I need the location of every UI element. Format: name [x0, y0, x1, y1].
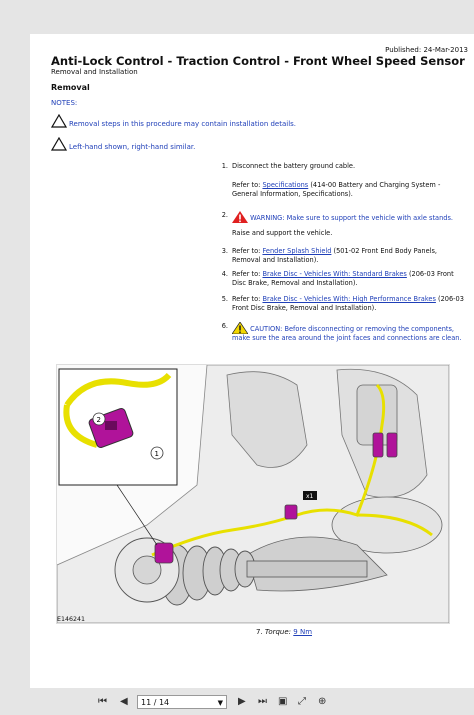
step-2-text: Raise and support the vehicle.: [232, 229, 333, 237]
warning-triangle-icon: [232, 211, 248, 223]
note-item: [51, 137, 195, 151]
callout-2: 2: [96, 416, 101, 424]
callout-1: 1: [154, 450, 159, 458]
viewer-toolbar: [0, 688, 474, 715]
page-number-select[interactable]: [137, 695, 227, 709]
note-item: [51, 114, 296, 128]
last-page-icon[interactable]: ⏭: [258, 696, 267, 707]
step-7-torque: 7. Torque: 9 Nm: [256, 628, 313, 636]
first-page-icon[interactable]: ⏮: [98, 696, 107, 707]
step-3: 3. Refer to: Fender Splash Shield (501-02 Front End Body Panels, Removal and Installation).: [221, 247, 438, 264]
step-4: 4. Refer to: Brake Disc - Vehicles With: Standard Brakes (206-03 Front Disc Brake, Removal and Installation).: [221, 270, 454, 287]
note-triangle-icon: [51, 137, 67, 151]
page-title: Anti-Lock Control - Traction Control - Front Wheel Speed Sensor: [51, 54, 465, 68]
next-page-icon[interactable]: ▶: [238, 696, 246, 707]
warning-text: WARNING: Make sure to support the vehicle with axle stands.: [250, 214, 453, 222]
fender-splash-shield-link[interactable]: Fender Splash Shield: [262, 247, 332, 255]
brake-disc-high-performance-link[interactable]: Brake Disc - Vehicles With: High Performance Brakes: [262, 295, 436, 303]
figure-id: E146241: [57, 616, 86, 623]
caution-triangle-icon: [232, 322, 248, 334]
page-subtitle: Removal and Installation: [51, 68, 138, 76]
fit-page-icon[interactable]: ▣: [278, 696, 288, 707]
torque-value-link[interactable]: 9 Nm: [293, 628, 313, 636]
page-indicator: 11 / 14: [141, 698, 170, 707]
step-2: 2. WARNING: Make sure to support the vehicle with axle stands.: [221, 211, 453, 222]
note-text: Left-hand shown, right-hand similar.: [69, 143, 196, 151]
document-page: [30, 34, 474, 688]
section-heading: Removal: [51, 83, 90, 92]
zoom-icon[interactable]: ⊕: [318, 696, 327, 707]
note-triangle-icon: [51, 114, 67, 128]
published-date: Published: 24-Mar-2013: [385, 46, 468, 54]
step-5: 5. Refer to: Brake Disc - Vehicles With: High Performance Brakes (206-03 Front Disc Brake, Removal and Installation).: [221, 295, 464, 312]
note-text: Removal steps in this procedure may contain installation details.: [69, 120, 297, 128]
previous-page-icon[interactable]: ◀: [120, 696, 128, 707]
brake-disc-standard-link[interactable]: Brake Disc - Vehicles With: Standard Brakes: [262, 270, 407, 278]
wheel-speed-sensor-illustration: [56, 364, 450, 624]
fullscreen-icon[interactable]: ⤢: [298, 696, 306, 707]
step-1: 1. Disconnect the battery ground cable.: [221, 162, 356, 170]
callout-x1: x1: [306, 493, 314, 500]
specifications-link[interactable]: Specifications: [262, 181, 309, 189]
chevron-down-icon: ▼: [217, 699, 223, 707]
step-6: 6. CAUTION: Before disconnecting or removing the components, make sure the area around the joint faces and connections are clean.: [221, 322, 462, 342]
caution-text: CAUTION: Before disconnecting or removing the components, make sure the area around the joint faces and connections are clean.: [232, 325, 462, 342]
notes-label: NOTES:: [51, 99, 78, 107]
step-1-reference: Refer to: Specifications (414-00 Battery and Charging System - General Information, Specifications).: [232, 181, 441, 198]
